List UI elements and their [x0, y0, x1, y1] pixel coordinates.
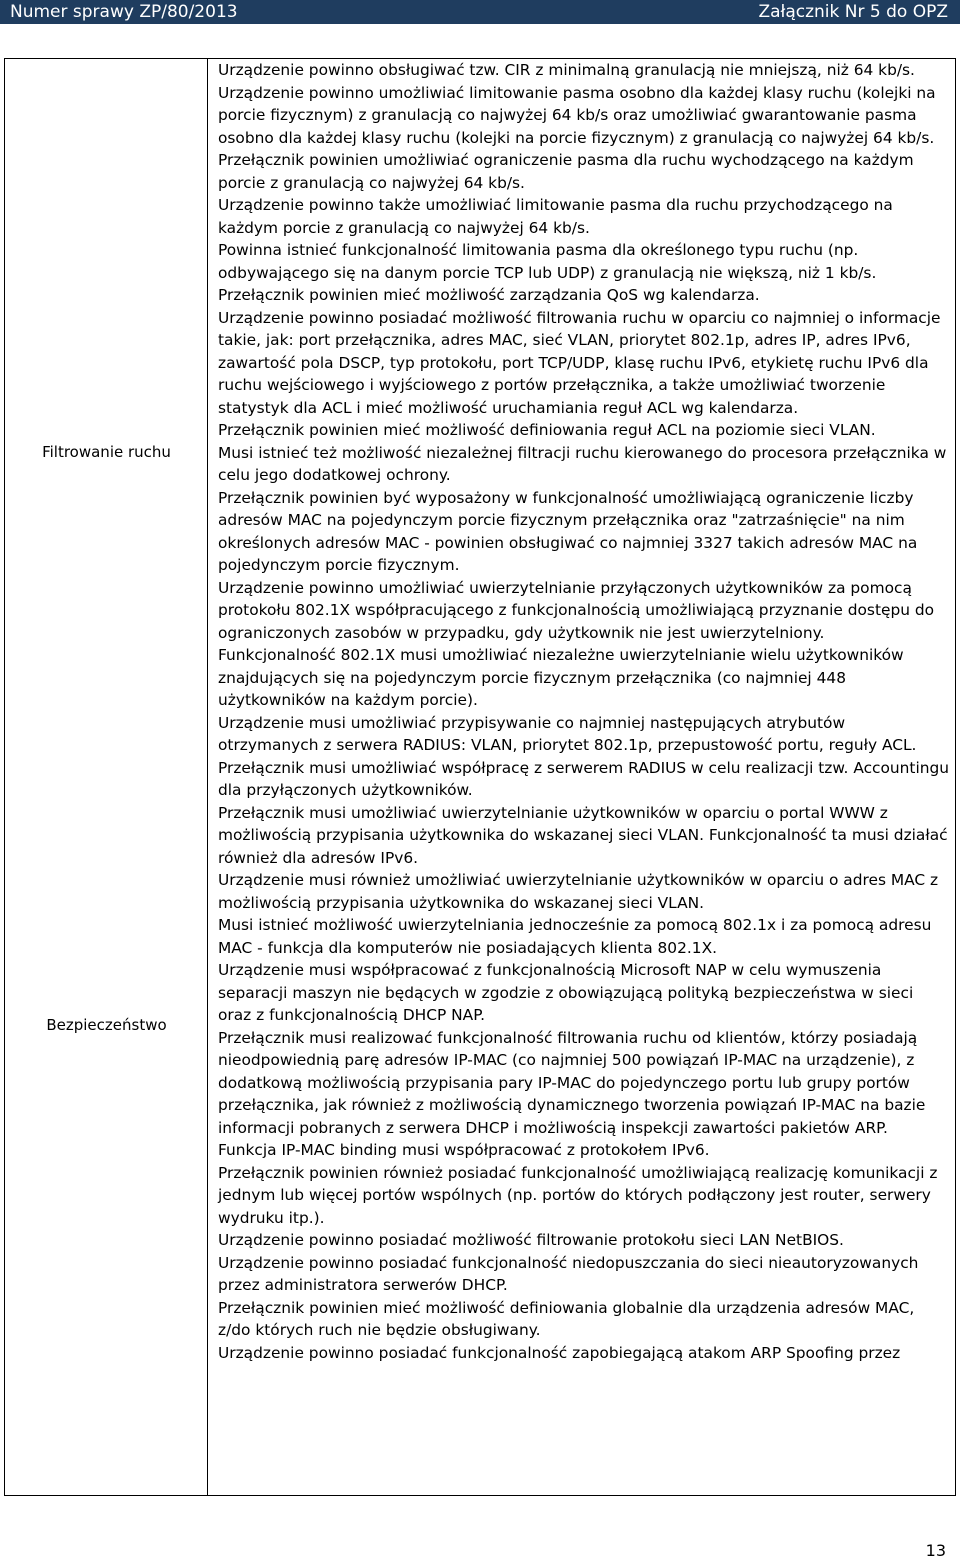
- requirement-paragraph: Urządzenie powinno także umożliwiać limitowanie pasma dla ruchu przychodzącego na każdym porcie z granulacją co najwyżej 64 kb/s.: [218, 196, 893, 237]
- requirement-paragraph: Powinna istnieć funkcjonalność limitowania pasma dla określonego typu ruchu (np. odbywającego się na danym porcie TCP lub UDP) z granulacją nie większą, niż 1 kb/s.: [218, 241, 877, 282]
- category-security: Bezpieczeństwo: [46, 1016, 167, 1034]
- category-filtering: Filtrowanie ruchu: [42, 443, 171, 461]
- requirement-paragraph: Przełącznik musi umożliwiać uwierzytelnianie użytkowników w oparciu o portal WWW z możliwością przypisania użytkownika do wskazanej sieci VLAN. Funkcjonalność ta musi działać również dla adresów IPv6.: [218, 803, 948, 867]
- attachment-label: Załącznik Nr 5 do OPZ: [758, 2, 948, 22]
- requirement-paragraph: Urządzenie musi umożliwiać przypisywanie co najmniej następujących atrybutów otrzymanych z serwera RADIUS: VLAN, priorytet 802.1p, przepustowość portu, reguły ACL.: [218, 713, 917, 754]
- requirement-paragraph: Urządzenie musi współpracować z funkcjonalnością Microsoft NAP w celu wymuszenia separacji maszyn nie będących w zgodzie z obowiązującą polityką bezpieczeństwa w sieci oraz z funkcjonalnością DHCP NAP.: [218, 961, 914, 1024]
- requirements-cell: [208, 59, 956, 1496]
- requirement-paragraph: Urządzenie powinno obsługiwać tzw. CIR z minimalną granulacją nie mniejszą, niż 64 kb/s.: [218, 61, 915, 79]
- requirement-paragraph: Przełącznik musi realizować funkcjonalność filtrowania ruchu od klientów, którzy posiadają nieodpowiednią parę adresów IP-MAC (co najmniej 500 powiązań IP-MAC na urządzenie), z dodatkową możliwością przypisania pary IP-MAC do pojedynczego portu lub grupy portów przełącznika, jak również z możliwością dynamicznego tworzenia powiązań IP-MAC na bazie informacji pobranych z serwera DHCP i możliwością inspekcji zawartości pakietów ARP. Funkcja IP-MAC binding musi współpracować z protokołem IPv6.: [218, 1028, 926, 1159]
- requirement-paragraph: Musi istnieć możliwość uwierzytelniania jednocześnie za pomocą 802.1x i za pomocą adresu MAC - funkcja dla komputerów nie posiadających klienta 802.1X.: [218, 916, 932, 957]
- requirement-paragraph: Urządzenie powinno posiadać funkcjonalność niedopuszczania do sieci nieautoryzowanych przez administratora serwerów DHCP.: [218, 1253, 919, 1294]
- requirement-paragraph: Urządzenie musi również umożliwiać uwierzytelnianie użytkowników w oparciu o adres MAC z możliwością przypisania użytkownika do wskazanej sieci VLAN.: [218, 871, 939, 912]
- requirement-paragraph: Funkcjonalność 802.1X musi umożliwiać niezależne uwierzytelnianie wielu użytkowników znajdujących się na pojedynczym porcie fizycznym przełącznika (co najmniej 448 użytkowników na każdym porcie).: [218, 646, 904, 709]
- requirement-paragraph: Urządzenie powinno posiadać funkcjonalność zapobiegającą atakom ARP Spoofing przez: [218, 1343, 901, 1362]
- requirement-paragraph: Urządzenie powinno posiadać możliwość filtrowania ruchu w oparciu co najmniej o informacje takie, jak: port przełącznika, adres MAC, sieć VLAN, priorytet 802.1p, adres IP, adres IPv6, zawartość pola DSCP, typ protokołu, port TCP/UDP, klasę ruchu IPv6, etykietę ruchu IPv6 dla ruchu wejściowego i wyjściowego z portów przełącznika, a także umożliwiać tworzenie statystyk dla ACL i mieć możliwość uruchamiania reguł ACL wg kalendarza.: [218, 308, 941, 417]
- category-cell: [5, 59, 208, 1496]
- requirement-paragraph: Przełącznik powinien mieć możliwość definiowania reguł ACL na poziomie sieci VLAN.: [218, 421, 876, 439]
- requirement-paragraph: Przełącznik powinien być wyposażony w funkcjonalność umożliwiającą ograniczenie liczby adresów MAC na pojedynczym porcie fizycznym przełącznika oraz "zatrzaśnięcie" na nim określonych adresów MAC - powinien obsługiwać co najmniej 3327 takich adresów MAC na pojedynczym porcie fizycznym.: [218, 488, 918, 574]
- requirement-paragraph: Przełącznik powinien mieć możliwość zarządzania QoS wg kalendarza.: [218, 286, 760, 304]
- page-number: 13: [925, 1541, 946, 1560]
- requirement-paragraph: Przełącznik musi umożliwiać współpracę z serwerem RADIUS w celu realizacji tzw. Accountingu dla przyłączonych użytkowników.: [218, 758, 950, 799]
- requirements-table: [4, 58, 956, 1496]
- requirement-paragraph: Przełącznik powinien mieć możliwość definiowania globalnie dla urządzenia adresów MAC, z/do których ruch nie będzie obsługiwany.: [218, 1298, 915, 1339]
- requirement-paragraph: Przełącznik powinien również posiadać funkcjonalność umożliwiającą realizację komunikacji z jednym lub więcej portów wspólnych (np. portów do których podłączony jest router, serwery wydruku itp.).: [218, 1163, 938, 1227]
- requirement-paragraph: Musi istnieć też możliwość niezależnej filtracji ruchu kierowanego do procesora przełącznika w celu jego dodatkowej ochrony.: [218, 443, 947, 484]
- requirement-paragraph: Przełącznik powinien umożliwiać ograniczenie pasma dla ruchu wychodzącego na każdym porcie z granulacją co najwyżej 64 kb/s.: [218, 151, 914, 192]
- page-header: [0, 0, 960, 24]
- requirement-paragraph: Urządzenie powinno umożliwiać limitowanie pasma osobno dla każdej klasy ruchu (kolejki na porcie fizycznym) z granulacją co najwyżej 64 kb/s oraz umożliwiać gwarantowanie pasma osobno dla każdej klasy ruchu (kolejki na porcie fizycznym) z granulacją co najwyżej 64 kb/s.: [218, 83, 936, 147]
- requirement-paragraph: Urządzenie powinno posiadać możliwość filtrowanie protokołu sieci LAN NetBIOS.: [218, 1231, 844, 1249]
- case-number: Numer sprawy ZP/80/2013: [10, 2, 238, 22]
- table-row: [5, 59, 956, 1496]
- requirement-paragraph: Urządzenie powinno umożliwiać uwierzytelnianie przyłączonych użytkowników za pomocą protokołu 802.1X współpracującego z funkcjonalnością umożliwiającą przyznanie dostępu do ograniczonych zasobów w przypadku, gdy użytkownik nie jest uwierzytelniony.: [218, 578, 935, 642]
